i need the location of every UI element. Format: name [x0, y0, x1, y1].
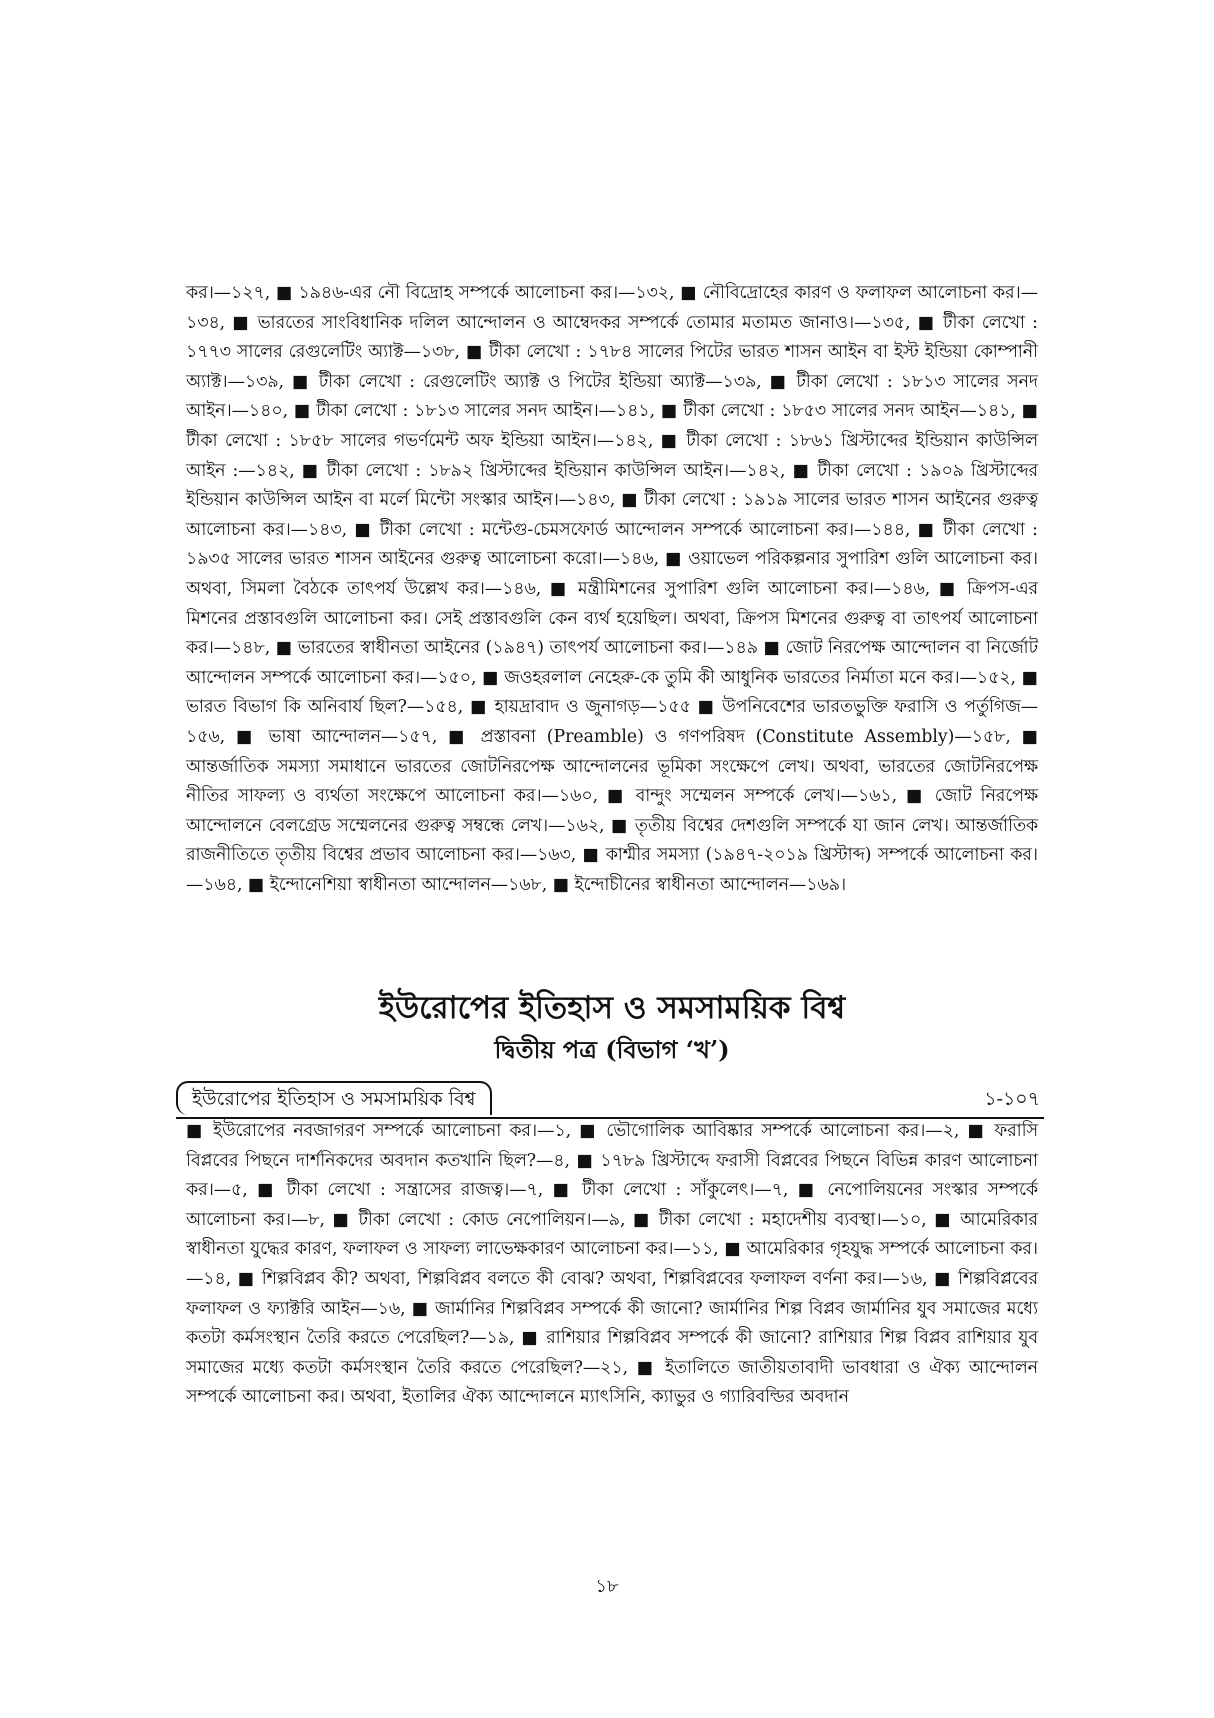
index-paragraph-part-2: ■ ইউরোপের নবজাগরণ সম্পর্কে আলোচনা কর।—১, ■ ভৌগোলিক আবিষ্কার সম্পর্কে আলোচনা কর।—২, ■ ফরাসি বিপ্লবের পিছনে দার্শনিকদের অবদান কতখানি ছিল?—৪, ■ ১৭৮৯ খ্রিস্টাব্দে ফরাসী বিপ্লবের পিছনে বিভিন্ন কারণ আলোচনা কর।—৫, ■ টীকা লেখো : সন্ত্রাসের রাজত্ব।—৭, ■ টীকা লেখো : সাঁকুলেৎ।—৭, ■ নেপোলিয়নের সংস্কার সম্পর্কে আলোচনা কর।—৮, ■ টীকা লেখো : কোড নেপোলিয়ন।—৯, ■ টীকা লেখো : মহাদেশীয় ব্যবস্থা।—১০, ■ আমেরিকার স্বাধীনতা যুদ্ধের কারণ, ফলাফল ও সাফল্য লাভেক্ষকারণ আলোচনা কর।—১১, ■ আমেরিকার গৃহযুদ্ধ সম্পর্কে আলোচনা কর।—১৪, ■ শিল্পবিপ্লব কী? অথবা, শিল্পবিপ্লব বলতে কী বোঝ? অথবা, শিল্পবিপ্লবের ফলাফল বর্ণনা কর।—১৬, ■ শিল্পবিপ্লবের ফলাফল ও ফ্যাক্টরি আইন—১৬, ■ জার্মানির শিল্পবিপ্লব সম্পর্কে কী জানো? জার্মানির শিল্প বিপ্লব জার্মানির যুব সমাজের মধ্যে কতটা কর্মসংস্থান তৈরি করতে পেরেছিল?—১৯, ■ রাশিয়ার শিল্পবিপ্লব সম্পর্কে কী জানো? রাশিয়ার শিল্প বিপ্লব রাশিয়ার যুব সমাজের মধ্যে কতটা কর্মসংস্থান তৈরি করতে পেরেছিল?—২১, ■ ইতালিতে জাতীয়তাবাদী ভাবধারা ও ঐক্য আন্দোলন সম্পর্কে আলোচনা কর। অথবা, ইতালির ঐক্য আন্দোলনে ম্যাৎসিনি, ক্যাভুর ও গ্যারিবল্ডির অবদান [186, 1121, 1038, 1408]
page-number: ১৮ [595, 1576, 619, 1597]
topic-label: ইউরোপের ইতিহাস ও সমসাময়িক বিশ্ব [176, 1081, 492, 1115]
topic-page-range: ১-১০৭ [984, 1088, 1040, 1110]
index-paragraph-part-1: কর।—১২৭, ■ ১৯৪৬-এর নৌ বিদ্রোহ সম্পর্কে আলোচনা কর।—১৩২, ■ নৌবিদ্রোহের কারণ ও ফলাফল আলোচনা কর।—১৩৪, ■ ভারতের সাংবিধানিক দলিল আন্দোলন ও আম্বেদকর সম্পর্কে তোমার মতামত জানাও।—১৩৫, ■ টীকা লেখো : ১৭৭৩ সালের রেগুলেটিং অ্যাক্ট—১৩৮, ■ টীকা লেখো : ১৭৮৪ সালের পিটের ভারত শাসন আইন বা ইস্ট ইন্ডিয়া কোম্পানী অ্যাক্ট।—১৩৯, ■ টীকা লেখো : রেগুলেটিং অ্যাক্ট ও পিটের ইন্ডিয়া অ্যাক্ট—১৩৯, ■ টীকা লেখো : ১৮১৩ সালের সনদ আইন।—১৪০, ■ টীকা লেখো : ১৮১৩ সালের সনদ আইন।—১৪১, ■ টীকা লেখো : ১৮৫৩ সালের সনদ আইন—১৪১, ■ টীকা লেখো : ১৮৫৮ সালের গভর্ণমেন্ট অফ ইন্ডিয়া আইন।—১৪২, ■ টীকা লেখো : ১৮৬১ খ্রিস্টাব্দের ইন্ডিয়ান কাউন্সিল আইন :—১৪২, ■ টীকা লেখো : ১৮৯২ খ্রিস্টাব্দের ইন্ডিয়ান কাউন্সিল আইন।—১৪২, ■ টীকা লেখো : ১৯০৯ খ্রিস্টাব্দের ইন্ডিয়ান কাউন্সিল আইন বা মর্লে মিন্টো সংস্কার আইন।—১৪৩, ■ টীকা লেখো : ১৯১৯ সালের ভারত শাসন আইনের গুরুত্ব আলোচনা কর।—১৪৩, ■ টীকা লেখো : মন্টেগু-চেমসফোর্ড আন্দোলন সম্পর্কে আলোচনা কর।—১৪৪, ■ টীকা লেখো : ১৯৩৫ সালের ভারত শাসন আইনের গুরুত্ব আলোচনা করো।—১৪৬, ■ ওয়াভেল পরিকল্পনার সুপারিশ গুলি আলোচনা কর। অথবা, সিমলা বৈঠকে তাৎপর্য উল্লেখ কর।—১৪৬, ■ মন্ত্রীমিশনের সুপারিশ গুলি আলোচনা কর।—১৪৬, ■ ক্রিপস-এর মিশনের প্রস্তাবগুলি আলোচনা কর। সেই প্রস্তাবগুলি কেন ব্যর্থ হয়েছিল। অথবা, ক্রিপস মিশনের গুরুত্ব বা তাৎপর্য আলোচনা কর।—১৪৮, ■ ভারতের স্বাধীনতা আইনের (১৯৪৭) তাৎপর্য আলোচনা কর।—১৪৯ ■ জোট নিরপেক্ষ আন্দোলন বা নির্জোট আন্দোলন সম্পর্কে আলোচনা কর।—১৫০, ■ জওহরলাল নেহেরু-কে তুমি কী আধুনিক ভারতের নির্মাতা মনে কর।—১৫২, ■ ভারত বিভাগ কি অনিবার্য ছিল?—১৫৪, ■ হায়দ্রাবাদ ও জুনাগড়—১৫৫ ■ উপনিবেশের ভারতভুক্তি ফরাসি ও পর্তুগিজ—১৫৬, ■ ভাষা আন্দোলন—১৫৭, ■ প্রস্তাবনা (Preamble) ও গণপরিষদ (Constitute Assembly)—১৫৮, ■ আন্তর্জাতিক সমস্যা সমাধানে ভারতের জোটনিরপেক্ষ আন্দোলনের ভূমিকা সংক্ষেপে লেখ। অথবা, ভারতের জোটনিরপেক্ষ নীতির সাফল্য ও ব্যর্থতা সংক্ষেপে আলোচনা কর।—১৬০, ■ বান্দুং সম্মেলন সম্পর্কে লেখ।—১৬১, ■ জোট নিরপেক্ষ আন্দোলনে বেলগ্রেড সম্মেলনের গুরুত্ব সম্বন্ধে লেখ।—১৬২, ■ তৃতীয় বিশ্বের দেশগুলি সম্পর্কে যা জান লেখ। আন্তর্জাতিক রাজনীতিতে তৃতীয় বিশ্বের প্রভাব আলোচনা কর।—১৬৩, ■ কাশ্মীর সমস্যা (১৯৪৭-২০১৯ খ্রিস্টাব্দ) সম্পর্কে আলোচনা কর।—১৬৪, ■ ইন্দোনেশিয়া স্বাধীনতা আন্দোলন—১৬৮, ■ ইন্দোচীনের স্বাধীনতা আন্দোলন—১৬৯। [186, 283, 1038, 895]
section-subtitle: দ্বিতীয় পত্র (বিভাগ ‘খ’) [494, 1035, 730, 1064]
section-title: ইউরোপের ইতিহাস ও সমসাময়িক বিশ্ব [378, 990, 846, 1026]
topic-header-row [176, 1081, 1044, 1119]
